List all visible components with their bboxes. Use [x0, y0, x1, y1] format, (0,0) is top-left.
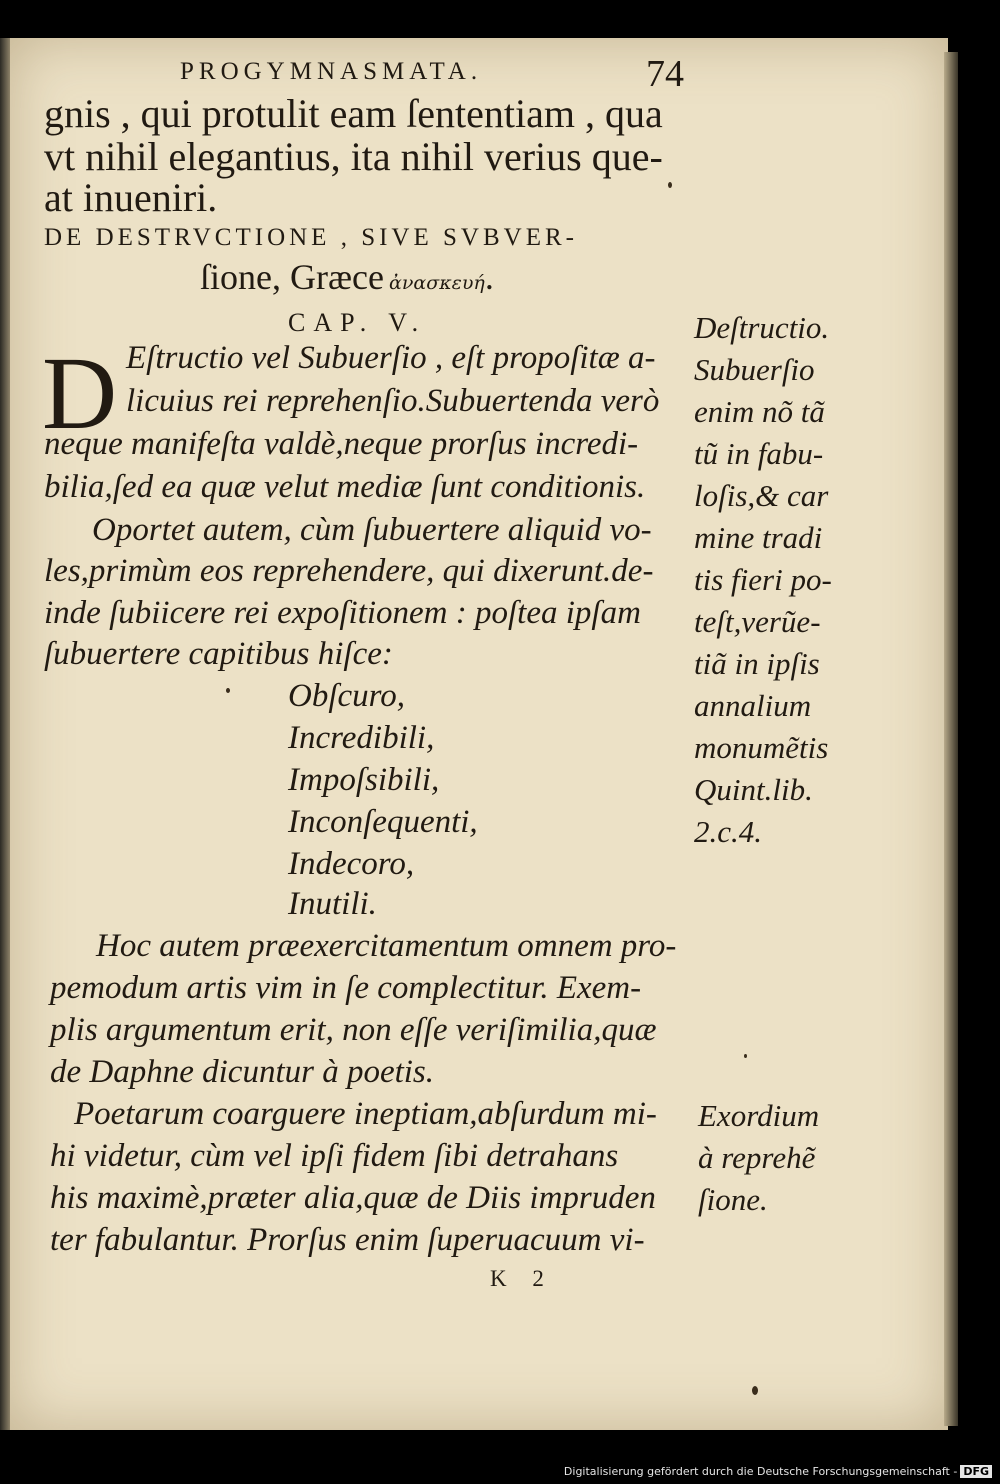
list-item: Indecoro,	[288, 846, 415, 882]
paragraph-line: Eſtructio vel Subuerſio , eſt propoſitæ a-	[126, 340, 656, 376]
margin-note-line: tis fieri po-	[694, 562, 832, 597]
drop-cap: D	[42, 336, 118, 451]
digitization-credit	[564, 1465, 992, 1478]
paragraph-line: de Daphne dicuntur à poetis.	[50, 1054, 435, 1090]
dfg-logo: DFG	[960, 1465, 992, 1478]
list-item: Obſcuro,	[288, 678, 406, 714]
margin-note-line: mine tradi	[694, 520, 823, 555]
paragraph-line: his maximè,præter alia,quæ de Diis impruden	[50, 1180, 656, 1216]
margin-note-line: tiã in ipſis	[694, 646, 820, 681]
paragraph-line: inde ſubiicere rei expoſitionem : poſtea ipſam	[44, 595, 641, 631]
credit-text: Digitalisierung gefördert durch die Deutsche Forschungsgemeinschaft -	[563, 1465, 958, 1478]
signature-mark: K 2	[490, 1266, 554, 1291]
chapter-number: CAP. V.	[288, 308, 427, 337]
intro-line: vt nihil elegantius, ita nihil verius que-	[44, 134, 663, 179]
list-item: Incredibili,	[288, 720, 435, 756]
intro-line: at inueniri.	[44, 175, 218, 220]
paragraph-line: Poetarum coarguere ineptiam,abſurdum mi-	[74, 1096, 657, 1132]
margin-note-line: tũ in fabu-	[694, 436, 824, 471]
running-title: PROGYMNASMATA.	[180, 58, 483, 85]
paragraph-line: Oportet autem, cùm ſubuertere aliquid vo-	[92, 512, 652, 548]
scan-left-edge	[0, 38, 10, 1430]
paragraph-line: neque manifeſta valdè,neque prorſus incredi-	[44, 426, 639, 462]
margin-note-line: monumẽtis	[694, 730, 829, 765]
margin-note-line: enim nõ tã	[694, 394, 825, 429]
heading-roman: ſione, Græce	[200, 257, 384, 297]
page-edge-shadow	[944, 52, 958, 1426]
paper-speck	[752, 1386, 758, 1395]
paragraph-line: Hoc autem præexercitamentum omnem pro-	[96, 928, 677, 964]
margin-note-line: Deſtructio.	[694, 310, 830, 345]
paragraph-line: pemodum artis vim in ſe complectitur. Exem-	[50, 970, 642, 1006]
paper-speck	[226, 688, 230, 693]
margin-note-line: Quint.lib.	[694, 772, 813, 807]
heading-period: .	[484, 257, 494, 297]
paper-speck	[744, 1054, 747, 1058]
heading-greek: ἀνασκευή	[389, 272, 485, 294]
margin-note-line: à reprehẽ	[698, 1140, 816, 1175]
list-item: Inconſequenti,	[288, 804, 478, 840]
chapter-heading-line2	[200, 256, 494, 298]
chapter-heading: DE DESTRVCTIONE , SIVE SVBVER-	[44, 224, 578, 251]
paragraph-line: ſubuertere capitibus hiſce:	[44, 636, 393, 672]
list-item: Inutili.	[288, 886, 377, 922]
paragraph-line: les,primùm eos reprehendere, qui dixerunt.de-	[44, 553, 654, 589]
intro-line: gnis , qui protulit eam ſententiam , qua	[44, 91, 663, 136]
margin-note-line: Subuerſio	[694, 352, 815, 387]
margin-note-line: loſis,& car	[694, 478, 829, 513]
paragraph-line: ter fabulantur. Prorſus enim ſuperuacuum vi-	[50, 1222, 645, 1258]
margin-note-line: 2.c.4.	[694, 814, 763, 849]
paper-speck	[668, 182, 672, 188]
margin-note-line: ſione.	[698, 1182, 768, 1217]
margin-note-line: Exordium	[698, 1098, 820, 1133]
margin-note-line: teſt,verũe-	[694, 604, 821, 639]
margin-note-line: annalium	[694, 688, 812, 723]
paragraph-line: hi videtur, cùm vel ipſi fidem ſibi detrahans	[50, 1138, 619, 1174]
list-item: Impoſsibili,	[288, 762, 440, 798]
paragraph-line: licuius rei reprehenſio.Subuertenda verò	[126, 383, 660, 419]
paragraph-line: plis argumentum erit, non eſſe veriſimilia,quæ	[50, 1012, 657, 1048]
page-number: 74	[646, 53, 684, 95]
paragraph-line: bilia,ſed ea quæ velut mediæ ſunt conditionis.	[44, 469, 646, 505]
